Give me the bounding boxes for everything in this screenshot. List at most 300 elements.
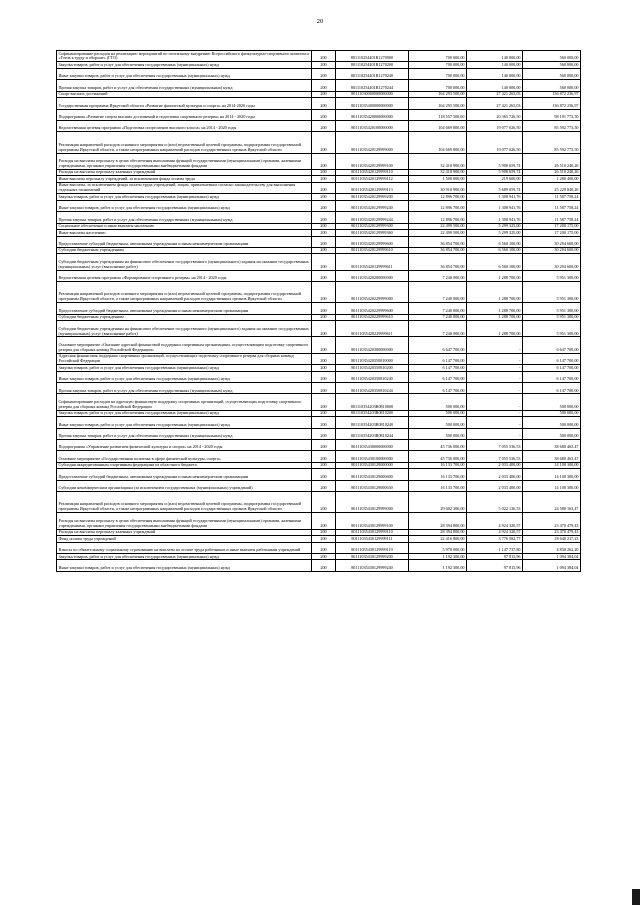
row-code-cell: 200 (312, 182, 336, 193)
table-row (57, 182, 581, 193)
row-code-cell: 200 (312, 212, 336, 223)
row-remaining-amount-cell: 560 000,00 (523, 51, 581, 62)
row-approved-amount-cell: 7 240 000,00 (409, 270, 467, 281)
row-name-cell: Ведомственная целевая программа «Подготовка спортсменов высокого класса» на 2014 - 2020 годы (57, 120, 312, 131)
row-code-cell: 200 (312, 353, 336, 364)
row-code-cell: 200 (312, 68, 336, 79)
row-code-cell: 200 (312, 371, 336, 382)
row-remaining-amount-cell: 500 000,00 (523, 410, 581, 417)
row-approved-amount-cell: 7 240 000,00 (409, 314, 467, 321)
row-name-cell: Расходы на выплаты персоналу казенных учреждений (57, 169, 312, 176)
row-executed-amount-cell: 2 033 400,00 (467, 462, 523, 469)
row-name-cell: Фонд оплаты труда учреждений (57, 536, 312, 543)
row-code-cell: 200 (312, 230, 336, 237)
row-classification-code-cell: 801110354203R0810240 (336, 417, 409, 428)
row-code-cell: 200 (312, 254, 336, 270)
row-remaining-amount-cell: 17 200 175,00 (523, 230, 581, 237)
table-row (57, 428, 581, 439)
row-executed-amount-cell: 1 308 941,76 (467, 194, 523, 201)
scan-edge-mark (632, 889, 640, 905)
row-approved-amount-cell: 104 669 800,00 (409, 132, 467, 153)
row-name-cell: Прочая закупка товаров, работ и услуг для обеспечения государственных (муниципальных) нужд (57, 80, 312, 91)
row-remaining-amount-cell: 560 000,00 (523, 80, 581, 91)
row-approved-amount-cell: 500 000,00 (409, 410, 467, 417)
row-name-cell: Иные закупки товаров, работ и услуг для обеспечения государственных (муниципальных) нужд (57, 417, 312, 428)
row-code-cell: 200 (312, 223, 336, 230)
row-name-cell: Предоставление субсидий бюджетным, автономным учреждениям и иным некоммерческим организациям (57, 469, 312, 480)
row-name-cell: Субсидии бюджетным учреждениям на финансовое обеспечение государственного (муниципального) задания на оказание государственных (муниципальных) услуг (выполнение работ) (57, 321, 312, 337)
row-name-cell: Субсидия аккредитованным спортивным федерациям из областного бюджета (57, 462, 312, 469)
row-name-cell: Расходы на выплаты персоналу казенных учреждений (57, 529, 312, 536)
row-approved-amount-cell: 29 602 300,00 (409, 492, 467, 513)
row-approved-amount-cell: 16 133 700,00 (409, 469, 467, 480)
row-name-cell: Реализация направлений расходов основного мероприятия и (или) ведомственной целевой программы, подпрограммы государственной программы Иркутской области, а также непрограммных направлений расходов государственных органов Иркутской области (57, 282, 312, 303)
row-classification-code-cell: 801110354203R0810200 (336, 410, 409, 417)
row-name-cell: Основное мероприятие «Государственная политика в сфере физической культуры, спорта» (57, 451, 312, 462)
row-approved-amount-cell: 500 000,00 (409, 394, 467, 410)
row-approved-amount-cell: 1 500 000,00 (409, 176, 467, 183)
row-code-cell: 200 (312, 451, 336, 462)
row-name-cell: Иные закупки товаров, работ и услуг для обеспечения государственных (муниципальных) нужд (57, 68, 312, 79)
table-row (57, 212, 581, 223)
row-remaining-amount-cell: 500 000,00 (523, 417, 581, 428)
row-code-cell: 200 (312, 80, 336, 91)
row-classification-code-cell: 80111035420229999000 (336, 282, 409, 303)
row-executed-amount-cell: 1 288 700,00 (467, 303, 523, 314)
row-approved-amount-cell: 1 192 300,00 (409, 553, 467, 560)
row-approved-amount-cell: 6 147 700,00 (409, 371, 467, 382)
row-code-cell: 200 (312, 98, 336, 109)
row-remaining-amount-cell: 11 587 758,24 (523, 194, 581, 201)
row-classification-code-cell: 80111035420350810000 (336, 353, 409, 364)
budget-table-container (56, 50, 580, 572)
row-executed-amount-cell: 6 560 100,00 (467, 247, 523, 254)
row-code-cell: 200 (312, 513, 336, 529)
row-remaining-amount-cell: 14 100 300,00 (523, 480, 581, 491)
row-executed-amount-cell: 97 815,96 (467, 560, 523, 571)
row-executed-amount-cell: 1 288 700,00 (467, 321, 523, 337)
row-executed-amount-cell: - (467, 428, 523, 439)
row-approved-amount-cell: 700 000,00 (409, 51, 467, 62)
row-executed-amount-cell: 140 000,00 (467, 51, 523, 62)
table-row (57, 68, 581, 79)
row-approved-amount-cell: 12 896 700,00 (409, 194, 467, 201)
row-executed-amount-cell: - (467, 394, 523, 410)
row-remaining-amount-cell: 560 000,00 (523, 62, 581, 69)
row-approved-amount-cell: 700 000,00 (409, 68, 467, 79)
row-executed-amount-cell: 5 908 659,74 (467, 153, 523, 169)
row-approved-amount-cell: 700 000,00 (409, 62, 467, 69)
table-row (57, 394, 581, 410)
row-name-cell: Субсидии бюджетным учреждениям на финансовое обеспечение государственного (муниципального) задания на оказание государственных (муниципальных) услуг (выполнение работ) (57, 254, 312, 270)
table-row (57, 480, 581, 491)
row-classification-code-cell: 80111035420000000000 (336, 109, 409, 120)
row-name-cell: Иные выплаты населению (57, 230, 312, 237)
row-remaining-amount-cell: 1 094 384,04 (523, 560, 581, 571)
table-row (57, 153, 581, 169)
table-row (57, 200, 581, 211)
row-approved-amount-cell: 164 293 500,00 (409, 98, 467, 109)
row-approved-amount-cell: 22 499 500,00 (409, 230, 467, 237)
row-approved-amount-cell: 6 147 700,00 (409, 383, 467, 394)
row-executed-amount-cell: - (467, 337, 523, 353)
row-code-cell: 200 (312, 132, 336, 153)
row-name-cell: Прочая закупка товаров, работ и услуг для обеспечения государственных (муниципальных) нужд (57, 428, 312, 439)
row-remaining-amount-cell: 17 200 175,00 (523, 223, 581, 230)
row-code-cell: 200 (312, 365, 336, 372)
row-code-cell: 200 (312, 169, 336, 176)
row-executed-amount-cell: 97 815,96 (467, 553, 523, 560)
table-row (57, 120, 581, 131)
row-executed-amount-cell: 5 689 059,74 (467, 182, 523, 193)
row-code-cell: 200 (312, 560, 336, 571)
row-executed-amount-cell: - (467, 365, 523, 372)
table-row (57, 337, 581, 353)
row-remaining-amount-cell: 560 000,00 (523, 68, 581, 79)
row-executed-amount-cell: 2 033 400,00 (467, 469, 523, 480)
row-approved-amount-cell: 118 557 500,00 (409, 109, 467, 120)
row-name-cell: Закупка товаров, работ и услуг для обеспечения государственных (муниципальных) нужд (57, 62, 312, 69)
row-name-cell: Государственная программа Иркутской области «Развитие физической культуры и спорта» на 2014-2020 годы (57, 98, 312, 109)
row-code-cell: 200 (312, 480, 336, 491)
row-executed-amount-cell: 19 077 026,50 (467, 120, 523, 131)
row-remaining-amount-cell: 23 470 479,43 (523, 529, 581, 536)
row-executed-amount-cell: 1 288 700,00 (467, 314, 523, 321)
row-classification-code-cell: 80111035430129999000 (336, 492, 409, 513)
row-approved-amount-cell: 5 978 000,00 (409, 542, 467, 553)
table-row (57, 513, 581, 529)
row-code-cell: 200 (312, 337, 336, 353)
row-name-cell: Софинансирование расходов на реализацию мероприятий по поэтапному внедрению Всероссийского физкультурно-спортивного комплекса «Готов к труду и обороне» (ГТО) (57, 51, 312, 62)
row-executed-amount-cell: 7 055 536,53 (467, 451, 523, 462)
row-remaining-amount-cell: 136 872 236,97 (523, 98, 581, 109)
row-approved-amount-cell: 36 854 700,00 (409, 236, 467, 247)
row-executed-amount-cell: 7 055 536,53 (467, 440, 523, 451)
row-classification-code-cell: 801110254401R1270240 (336, 68, 409, 79)
row-executed-amount-cell: 5 299 325,00 (467, 230, 523, 237)
row-classification-code-cell: 80111035430129000000 (336, 462, 409, 469)
row-remaining-amount-cell: 5 951 300,00 (523, 303, 581, 314)
row-remaining-amount-cell: 5 951 300,00 (523, 282, 581, 303)
row-name-cell: Субсидии некоммерческим организациям (за исключением государственных (муниципальных) учреждений) (57, 480, 312, 491)
row-code-cell: 200 (312, 282, 336, 303)
row-classification-code-cell: 80111035420129999000 (336, 132, 409, 153)
row-remaining-amount-cell: 18 640 217,23 (523, 536, 581, 543)
row-remaining-amount-cell: 14 100 300,00 (523, 462, 581, 469)
table-row (57, 451, 581, 462)
row-code-cell: 200 (312, 91, 336, 98)
row-code-cell: 200 (312, 462, 336, 469)
row-approved-amount-cell: 1 192 300,00 (409, 560, 467, 571)
row-code-cell: 200 (312, 194, 336, 201)
table-row (57, 109, 581, 120)
row-classification-code-cell: 80111035430129000600 (336, 469, 409, 480)
row-classification-code-cell: 80111035420229999610 (336, 314, 409, 321)
row-name-cell: Прочая закупка товаров, работ и услуг для обеспечения государственных (муниципальных) нужд (57, 383, 312, 394)
table-row (57, 321, 581, 337)
row-remaining-amount-cell: 6 147 700,00 (523, 353, 581, 364)
row-approved-amount-cell: 32 418 900,00 (409, 153, 467, 169)
row-executed-amount-cell: 5 908 659,74 (467, 169, 523, 176)
row-approved-amount-cell: 164 293 500,00 (409, 91, 467, 98)
row-classification-code-cell: 80111035420350810200 (336, 365, 409, 372)
row-executed-amount-cell: 4 924 320,57 (467, 513, 523, 529)
row-name-cell: Расходы на выплаты персоналу в целях обеспечения выполнения функций государственными (муниципальными) органами, казенными учреждениями, органами управления государственными внебюджетными фондами (57, 153, 312, 169)
row-name-cell: Софинансирование расходов на адресную финансовую поддержку спортивных организаций, осуществляющих подготовку спортивного резерва для сборных команд Российской Федерации (57, 394, 312, 410)
row-code-cell: 200 (312, 428, 336, 439)
row-classification-code-cell: 80111035420129999611 (336, 254, 409, 270)
row-classification-code-cell: 80111035420129999110 (336, 169, 409, 176)
row-remaining-amount-cell: 30 294 600,00 (523, 247, 581, 254)
row-approved-amount-cell: 30 918 900,00 (409, 182, 467, 193)
row-name-cell: Взносы по обязательному социальному страхованию на выплаты по оплате труда работников и иные выплаты работникам учреждений (57, 542, 312, 553)
row-classification-code-cell: 80111035420300000000 (336, 337, 409, 353)
row-executed-amount-cell: 6 560 100,00 (467, 236, 523, 247)
row-remaining-amount-cell: 5 951 300,00 (523, 321, 581, 337)
row-approved-amount-cell: 22 499 500,00 (409, 223, 467, 230)
row-code-cell: 200 (312, 120, 336, 131)
row-name-cell: Расходы на выплаты персоналу в целях обеспечения выполнения функций государственными (муниципальными) органами, казенными учреждениями, органами управления государственными внебюджетными фондами (57, 513, 312, 529)
row-classification-code-cell: 80111035420129999240 (336, 200, 409, 211)
row-code-cell: 200 (312, 410, 336, 417)
row-remaining-amount-cell: 11 587 758,24 (523, 200, 581, 211)
row-code-cell: 200 (312, 469, 336, 480)
table-row (57, 80, 581, 91)
table-row (57, 282, 581, 303)
row-executed-amount-cell: - (467, 353, 523, 364)
row-executed-amount-cell: 4 924 320,57 (467, 529, 523, 536)
row-remaining-amount-cell: 1 094 384,04 (523, 553, 581, 560)
row-code-cell: 200 (312, 236, 336, 247)
row-code-cell: 200 (312, 492, 336, 513)
row-name-cell: Иные закупки товаров, работ и услуг для обеспечения государственных (муниципальных) нужд (57, 560, 312, 571)
row-executed-amount-cell: 1 308 941,76 (467, 200, 523, 211)
row-remaining-amount-cell: 5 951 300,00 (523, 314, 581, 321)
row-executed-amount-cell: 1 308 941,76 (467, 212, 523, 223)
table-row (57, 440, 581, 451)
row-approved-amount-cell: 12 896 700,00 (409, 212, 467, 223)
row-code-cell: 200 (312, 394, 336, 410)
row-name-cell: Иные закупки товаров, работ и услуг для обеспечения государственных (муниципальных) нужд (57, 371, 312, 382)
table-row (57, 98, 581, 109)
row-code-cell: 200 (312, 440, 336, 451)
row-approved-amount-cell: 16 133 700,00 (409, 480, 467, 491)
row-classification-code-cell: 801110254401R1270200 (336, 62, 409, 69)
row-approved-amount-cell: 16 133 700,00 (409, 462, 467, 469)
row-classification-code-cell: 80111035430129000630 (336, 480, 409, 491)
row-classification-code-cell: 80111035420200000000 (336, 270, 409, 281)
row-approved-amount-cell: 36 854 700,00 (409, 247, 467, 254)
row-remaining-amount-cell: 38 680 463,47 (523, 451, 581, 462)
row-name-cell: Иные закупки товаров, работ и услуг для обеспечения государственных (муниципальных) нужд (57, 200, 312, 211)
row-name-cell: Иные выплаты, за исключением фонда оплаты труда учреждений, лицам, привлекаемым согласно законодательству для выполнения отдельных полномочий (57, 182, 312, 193)
row-remaining-amount-cell: 5 951 300,00 (523, 270, 581, 281)
row-approved-amount-cell: 7 240 000,00 (409, 282, 467, 303)
table-row (57, 132, 581, 153)
row-remaining-amount-cell: 11 587 758,24 (523, 212, 581, 223)
table-row (57, 270, 581, 281)
row-executed-amount-cell: 2 033 400,00 (467, 480, 523, 491)
row-approved-amount-cell: 500 000,00 (409, 417, 467, 428)
row-classification-code-cell: 80111035420129999610 (336, 247, 409, 254)
row-code-cell: 200 (312, 200, 336, 211)
row-code-cell: 200 (312, 270, 336, 281)
row-name-cell: Социальное обеспечение и иные выплаты населению (57, 223, 312, 230)
row-approved-amount-cell: 6 147 700,00 (409, 353, 467, 364)
row-classification-code-cell: 80111035430129999240 (336, 560, 409, 571)
row-approved-amount-cell: 45 736 000,00 (409, 451, 467, 462)
row-classification-code-cell: 80111035430129999200 (336, 553, 409, 560)
row-classification-code-cell: 80111035420229999611 (336, 321, 409, 337)
row-classification-code-cell: 80111035420129999300 (336, 223, 409, 230)
row-approved-amount-cell: 500 000,00 (409, 428, 467, 439)
row-executed-amount-cell: - (467, 371, 523, 382)
row-classification-code-cell: 80111035420129999200 (336, 194, 409, 201)
row-classification-code-cell: 80111035430129999119 (336, 542, 409, 553)
row-classification-code-cell: 80111035420100000000 (336, 120, 409, 131)
row-name-cell: Предоставление субсидий бюджетным, автономным учреждениям и иным некоммерческим организациям (57, 303, 312, 314)
row-remaining-amount-cell: 6 147 700,00 (523, 383, 581, 394)
row-code-cell: 200 (312, 176, 336, 183)
row-code-cell: 200 (312, 303, 336, 314)
row-name-cell: Закупка товаров, работ и услуг для обеспечения государственных (муниципальных) нужд (57, 553, 312, 560)
row-classification-code-cell: 80111035430129999100 (336, 513, 409, 529)
row-classification-code-cell: 80111035420129999113 (336, 182, 409, 193)
row-name-cell: Предоставление субсидий бюджетным, автономным учреждениям и иным некоммерческим организациям (57, 236, 312, 247)
row-executed-amount-cell: 20 365 726,50 (467, 109, 523, 120)
row-executed-amount-cell: - (467, 383, 523, 394)
row-remaining-amount-cell: 85 592 773,50 (523, 132, 581, 153)
row-executed-amount-cell: 1 147 737,80 (467, 542, 523, 553)
row-code-cell: 200 (312, 247, 336, 254)
row-code-cell: 200 (312, 62, 336, 69)
row-remaining-amount-cell: 500 000,00 (523, 428, 581, 439)
row-classification-code-cell: 80111035430100000000 (336, 451, 409, 462)
table-row (57, 236, 581, 247)
row-remaining-amount-cell: 25 229 840,26 (523, 182, 581, 193)
row-remaining-amount-cell: 23 470 479,43 (523, 513, 581, 529)
row-approved-amount-cell: 6 647 700,00 (409, 337, 467, 353)
row-code-cell: 200 (312, 542, 336, 553)
row-name-cell: Субсидии бюджетным учреждениям (57, 247, 312, 254)
row-classification-code-cell: 80111035420350810244 (336, 383, 409, 394)
row-classification-code-cell: 80111035420129999244 (336, 212, 409, 223)
row-classification-code-cell: 80111035420129999112 (336, 176, 409, 183)
row-name-cell: Закупка товаров, работ и услуг для обеспечения государственных (муниципальных) нужд (57, 365, 312, 372)
row-code-cell: 200 (312, 553, 336, 560)
table-row (57, 254, 581, 270)
row-name-cell: Основное мероприятие «Оказание адресной финансовой поддержки спортивным организациям, осуществляющим подготовку спортивного резерва для сборных команд Российской Федерации» (57, 337, 312, 353)
table-row (57, 492, 581, 513)
row-classification-code-cell: 801110254401R1270000 (336, 51, 409, 62)
row-remaining-amount-cell: 24 580 163,47 (523, 492, 581, 513)
table-row (57, 353, 581, 364)
row-name-cell: Подпрограмма «Развитие спорта высших достижений и подготовка спортивного резерва» на 2014 - 2020 годы (57, 109, 312, 120)
row-name-cell: Реализация направлений расходов основного мероприятия и (или) ведомственной целевой программы, подпрограммы государственной программы Иркутской области, а также непрограммных направлений расходов государственных органов Иркутской области (57, 132, 312, 153)
row-name-cell: Субсидии бюджетным учреждениям (57, 314, 312, 321)
row-approved-amount-cell: 36 854 700,00 (409, 254, 467, 270)
row-executed-amount-cell: 140 000,00 (467, 62, 523, 69)
row-approved-amount-cell: 12 896 700,00 (409, 200, 467, 211)
budget-table (56, 50, 581, 572)
row-classification-code-cell: 80111035420129999360 (336, 230, 409, 237)
row-classification-code-cell: 80111035400000000000 (336, 98, 409, 109)
row-classification-code-cell: 80111035430129999110 (336, 529, 409, 536)
row-classification-code-cell: 80111035430129999111 (336, 536, 409, 543)
row-name-cell: Прочая закупка товаров, работ и услуг для обеспечения государственных (муниципальных) нужд (57, 212, 312, 223)
row-remaining-amount-cell: 6 647 700,00 (523, 337, 581, 353)
table-row (57, 560, 581, 571)
row-classification-code-cell: 80111035420350810240 (336, 371, 409, 382)
row-approved-amount-cell: 104 669 800,00 (409, 120, 467, 131)
row-approved-amount-cell: 28 394 800,00 (409, 529, 467, 536)
row-remaining-amount-cell: 14 100 300,00 (523, 469, 581, 480)
row-executed-amount-cell: 1 288 700,00 (467, 282, 523, 303)
table-row (57, 542, 581, 553)
row-approved-amount-cell: 45 736 000,00 (409, 440, 467, 451)
table-row (57, 303, 581, 314)
row-remaining-amount-cell: 30 294 600,00 (523, 254, 581, 270)
row-remaining-amount-cell: 1 280 400,00 (523, 176, 581, 183)
row-approved-amount-cell: 6 147 700,00 (409, 365, 467, 372)
row-classification-code-cell: 80111035420129999600 (336, 236, 409, 247)
row-executed-amount-cell: 3 776 582,77 (467, 536, 523, 543)
row-remaining-amount-cell: 6 147 700,00 (523, 365, 581, 372)
row-executed-amount-cell: 27 421 263,03 (467, 91, 523, 98)
row-remaining-amount-cell: 38 680 463,47 (523, 440, 581, 451)
row-classification-code-cell: 80111030000000000000 (336, 91, 409, 98)
row-executed-amount-cell: 140 000,00 (467, 80, 523, 91)
row-code-cell: 200 (312, 383, 336, 394)
row-approved-amount-cell: 700 000,00 (409, 80, 467, 91)
row-executed-amount-cell: 140 000,00 (467, 68, 523, 79)
table-row (57, 417, 581, 428)
row-code-cell: 200 (312, 51, 336, 62)
row-code-cell: 200 (312, 109, 336, 120)
table-row (57, 51, 581, 62)
row-executed-amount-cell: 6 560 100,00 (467, 254, 523, 270)
row-remaining-amount-cell: 136 872 236,97 (523, 91, 581, 98)
row-code-cell: 200 (312, 529, 336, 536)
row-classification-code-cell: 801110254401R1270244 (336, 80, 409, 91)
row-classification-code-cell: 80111035430000000000 (336, 440, 409, 451)
row-name-cell: Реализация направлений расходов основного мероприятия и (или) ведомственной целевой программы, подпрограммы государственной программы Иркутской области, а также непрограммных направлений расходов государственных органов Иркутской области (57, 492, 312, 513)
row-classification-code-cell: 80111035420229999600 (336, 303, 409, 314)
table-row (57, 371, 581, 382)
row-executed-amount-cell: 219 600,00 (467, 176, 523, 183)
row-executed-amount-cell: 19 077 026,50 (467, 132, 523, 153)
row-name-cell: Адресная финансовая поддержка спортивных организаций, осуществляющих подготовку спортивного резерва для сборных команд Российской Федерации (57, 353, 312, 364)
row-remaining-amount-cell: 85 592 773,50 (523, 120, 581, 131)
row-classification-code-cell: 80111035420129999100 (336, 153, 409, 169)
row-remaining-amount-cell: 4 830 262,20 (523, 542, 581, 553)
budget-table-body (57, 51, 581, 572)
row-name-cell: Закупка товаров, работ и услуг для обеспечения государственных (муниципальных) нужд (57, 410, 312, 417)
row-classification-code-cell: 801110354203R0810244 (336, 428, 409, 439)
row-remaining-amount-cell: 6 147 700,00 (523, 371, 581, 382)
row-code-cell: 200 (312, 153, 336, 169)
row-executed-amount-cell: 1 288 700,00 (467, 270, 523, 281)
row-approved-amount-cell: 7 240 000,00 (409, 321, 467, 337)
row-classification-code-cell: 801110354203R0810000 (336, 394, 409, 410)
row-executed-amount-cell: 5 299 325,00 (467, 223, 523, 230)
row-executed-amount-cell: 5 022 136,53 (467, 492, 523, 513)
row-name-cell: Ведомственная целевая программа «Формирование спортивного резерва» на 2014 - 2020 годы (57, 270, 312, 281)
table-row (57, 469, 581, 480)
row-name-cell: Подпрограмма «Управление развитием физической культуры и спорта» на 2014 - 2020 годы (57, 440, 312, 451)
row-name-cell: Спорт высших достижений (57, 91, 312, 98)
row-name-cell: Закупка товаров, работ и услуг для обеспечения государственных (муниципальных) нужд (57, 194, 312, 201)
